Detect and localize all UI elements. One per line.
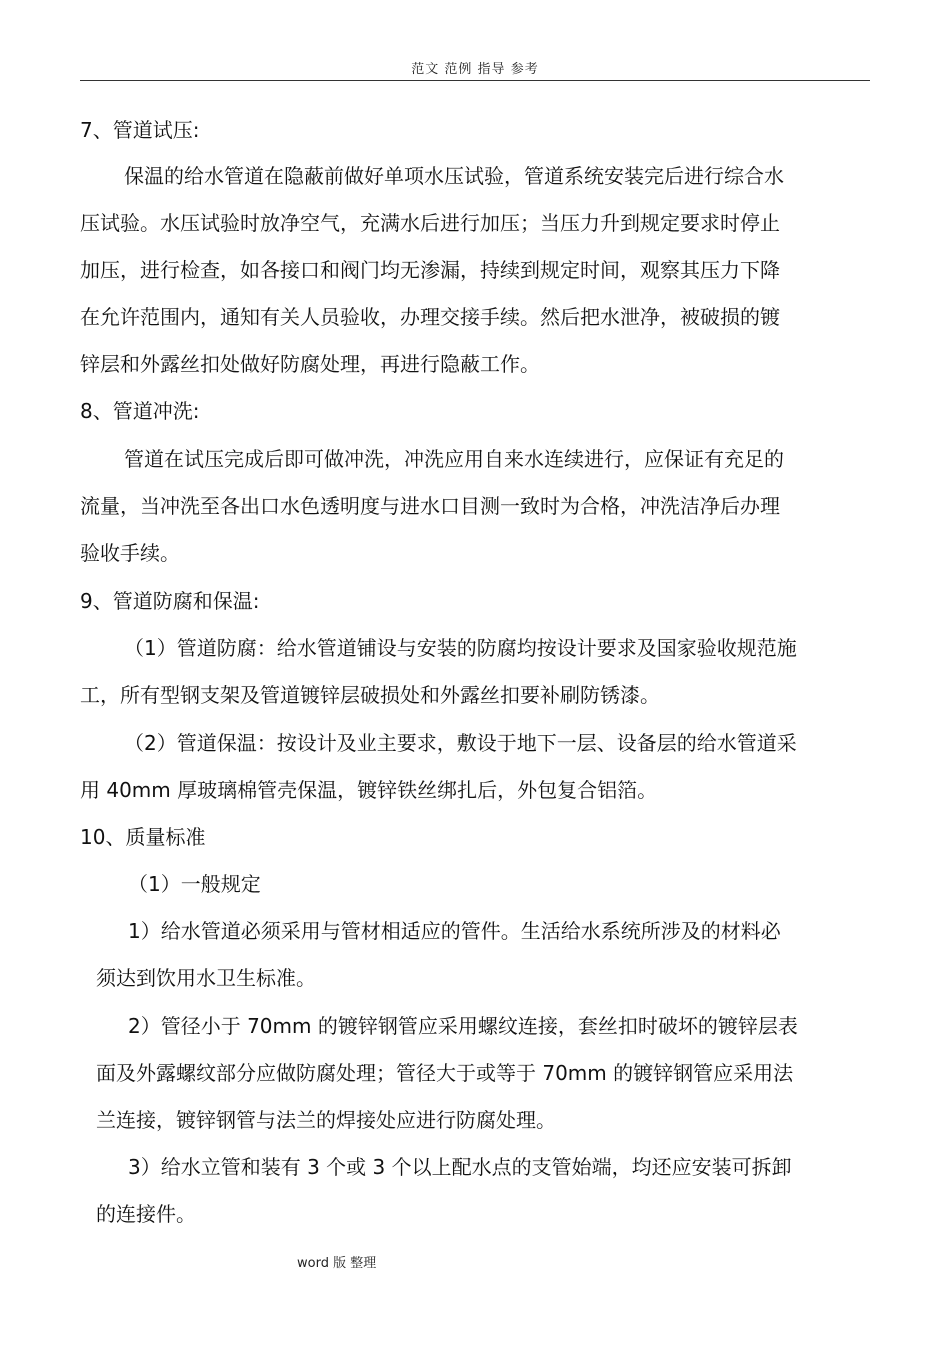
paragraph-line: 2）管径小于 70mm 的镀锌钢管应采用螺纹连接，套丝扣时破坏的镀锌层表 — [128, 1014, 798, 1038]
paragraph-line: 管道在试压完成后即可做冲洗，冲洗应用自来水连续进行，应保证有充足的 — [124, 447, 784, 471]
paragraph-line: 验收手续。 — [80, 541, 180, 565]
page-footer: word 版 整理 — [297, 1256, 377, 1271]
heading-10-quality: 10、质量标准 — [80, 825, 206, 849]
paragraph-line: 锌层和外露丝扣处做好防腐处理，再进行隐蔽工作。 — [80, 352, 540, 376]
paragraph-line: 保温的给水管道在隐蔽前做好单项水压试验，管道系统安装完后进行综合水 — [124, 164, 784, 188]
heading-7-pressure-test: 7、管道试压: — [80, 118, 200, 142]
paragraph-line: 兰连接，镀锌钢管与法兰的焊接处应进行防腐处理。 — [96, 1108, 556, 1132]
page-header: 范文 范例 指导 参考 — [411, 62, 539, 77]
paragraph-line: （1）管道防腐：给水管道铺设与安装的防腐均按设计要求及国家验收规范施 — [124, 636, 797, 660]
paragraph-line: 流量，当冲洗至各出口水色透明度与进水口目测一致时为合格，冲洗洁净后办理 — [80, 494, 780, 518]
subheading-general: （1）一般规定 — [128, 872, 261, 896]
paragraph-line: （2）管道保温：按设计及业主要求，敷设于地下一层、设备层的给水管道采 — [124, 731, 797, 755]
paragraph-line: 3）给水立管和装有 3 个或 3 个以上配水点的支管始端，均还应安装可拆卸 — [128, 1155, 792, 1179]
paragraph-line: 在允许范围内，通知有关人员验收，办理交接手续。然后把水泄净，被破损的镀 — [80, 305, 780, 329]
paragraph-line: 用 40mm 厚玻璃棉管壳保温，镀锌铁丝绑扎后，外包复合铝箔。 — [80, 778, 658, 802]
paragraph-line: 压试验。水压试验时放净空气，充满水后进行加压；当压力升到规定要求时停止 — [80, 211, 780, 235]
heading-9-anticorrosion: 9、管道防腐和保温: — [80, 589, 260, 613]
paragraph-line: 加压，进行检查，如各接口和阀门均无渗漏，持续到规定时间，观察其压力下降 — [80, 258, 780, 282]
paragraph-line: 须达到饮用水卫生标准。 — [96, 966, 316, 990]
heading-8-flushing: 8、管道冲洗: — [80, 399, 200, 423]
header-divider — [80, 80, 870, 81]
paragraph-line: 的连接件。 — [96, 1202, 196, 1226]
paragraph-line: 1）给水管道必须采用与管材相适应的管件。生活给水系统所涉及的材料必 — [128, 919, 781, 943]
paragraph-line: 面及外露螺纹部分应做防腐处理；管径大于或等于 70mm 的镀锌钢管应采用法 — [96, 1061, 794, 1085]
paragraph-line: 工，所有型钢支架及管道镀锌层破损处和外露丝扣要补刷防锈漆。 — [80, 683, 660, 707]
